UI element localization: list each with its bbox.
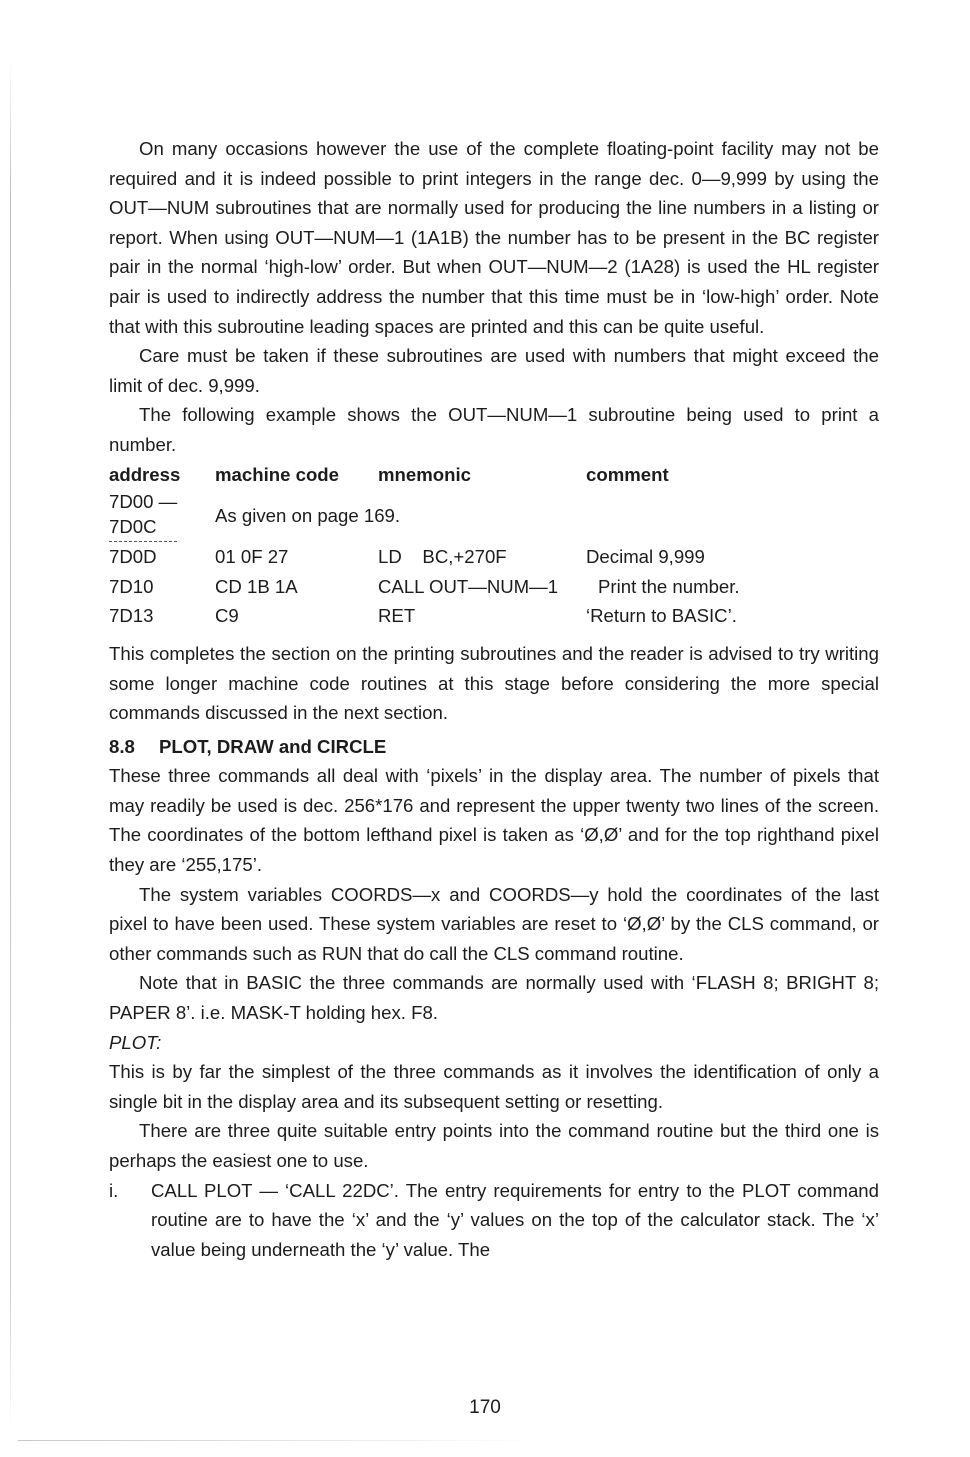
table-header-machine-code: machine code [215,463,340,485]
table-row-address-range [109,489,215,542]
paragraph-care-note: Care must be taken if these subroutines are used with numbers that might exceed the limit of dec. 9,999. [109,345,879,396]
table-cell-comment: Print the number. [598,575,740,597]
table-cell-address: 7D10 [109,575,154,597]
table-header-comment: comment [586,463,669,485]
table-cell-mnemonic: LD BC,+270F [378,546,507,568]
paragraph-example-intro: The following example shows the OUT—NUM—1 subroutine being used to print a number. [109,404,879,455]
table-cell-address: 7D13 [109,605,154,627]
paragraph-coords: The system variables COORDS—x and COORDS—y hold the coordinates of the last pixel to have been used. These system variables are reset to ‘Ø,Ø’ by the CLS command, or other commands such as RUN that do call the CLS command routine. [109,883,879,964]
address-range-end: 7D0C [109,516,157,538]
table-cell-address: 7D0D [109,546,157,568]
paragraph-entry-points: There are three quite suitable entry points into the command routine but the third one is perhaps the easiest one to use. [109,1120,879,1171]
table-header-address: address [109,463,181,485]
code-table [109,460,879,631]
paragraph-plot-simple: This is by far the simplest of the three commands as it involves the identification of only a single bit in the display area and its subsequent setting or resetting. [109,1061,879,1112]
table-cell-comment: Decimal 9,999 [586,546,705,568]
paragraph-pixels: These three commands all deal with ‘pixels’ in the display area. The number of pixels that may readily be used is dec. 256*176 and represent the upper twenty two lines of the screen. The coordinates of the bottom lefthand pixel is taken as ‘Ø,Ø’ and for the top righthand pixel they are ‘255,175’. [109,765,879,876]
list-item-text: CALL PLOT — ‘CALL 22DC’. The entry requirements for entry to the PLOT command routine are to have the ‘x’ and the ‘y’ values on the top of the calculator stack. The ‘x’ value being underneath the ‘y’ value. The [151,1179,879,1260]
section-title: PLOT, DRAW and CIRCLE [159,735,387,757]
section-heading [109,732,879,762]
paragraph-basic-note: Note that in BASIC the three commands are normally used with ‘FLASH 8; BRIGHT 8; PAPER 8’. i.e. MASK-T holding hex. F8. [109,972,879,1024]
table-cell-comment: ‘Return to BASIC’. [586,605,737,627]
address-range-start: 7D00 — [109,491,178,513]
paragraph-out-num-intro: On many occasions however the use of the complete floating-point facility may not be required and it is indeed possible to print integers in the range dec. 0—9,999 by using the OUT—NUM subroutines that are normally used for producing the line numbers in a listing or report. When using OUT—NUM—1 (1A1B) the number has to be present in the BC register pair in the normal ‘high-low’ order. But when OUT—NUM—2 (1A28) is used the HL register pair is used to indirectly address the number that this time must be in ‘low-high’ order. Note that with this subroutine leading spaces are printed and this can be quite useful. [109,138,879,337]
page-body [109,134,879,1264]
table-row-reference: As given on page 169. [215,504,401,526]
table-cell-mnemonic: CALL OUT—NUM—1 [378,575,559,597]
paragraph-section-close: This completes the section on the printing subroutines and the reader is advised to try writing some longer machine code routines at this stage before considering the more special commands discussed in the next section. [109,642,879,724]
table-cell-code: C9 [215,605,239,627]
page-number: 170 [469,1397,501,1418]
page-bottom-edge [18,1440,538,1441]
section-number: 8.8 [109,735,135,757]
table-cell-code: 01 0F 27 [215,546,289,568]
list-item-label: i. [109,1179,119,1201]
table-header-mnemonic: mnemonic [378,463,471,485]
plot-subheading: PLOT: [109,1031,162,1053]
page-left-edge [10,60,11,1430]
table-cell-mnemonic: RET [378,605,416,627]
table-cell-code: CD 1B 1A [215,575,298,597]
list-item [109,1176,879,1265]
